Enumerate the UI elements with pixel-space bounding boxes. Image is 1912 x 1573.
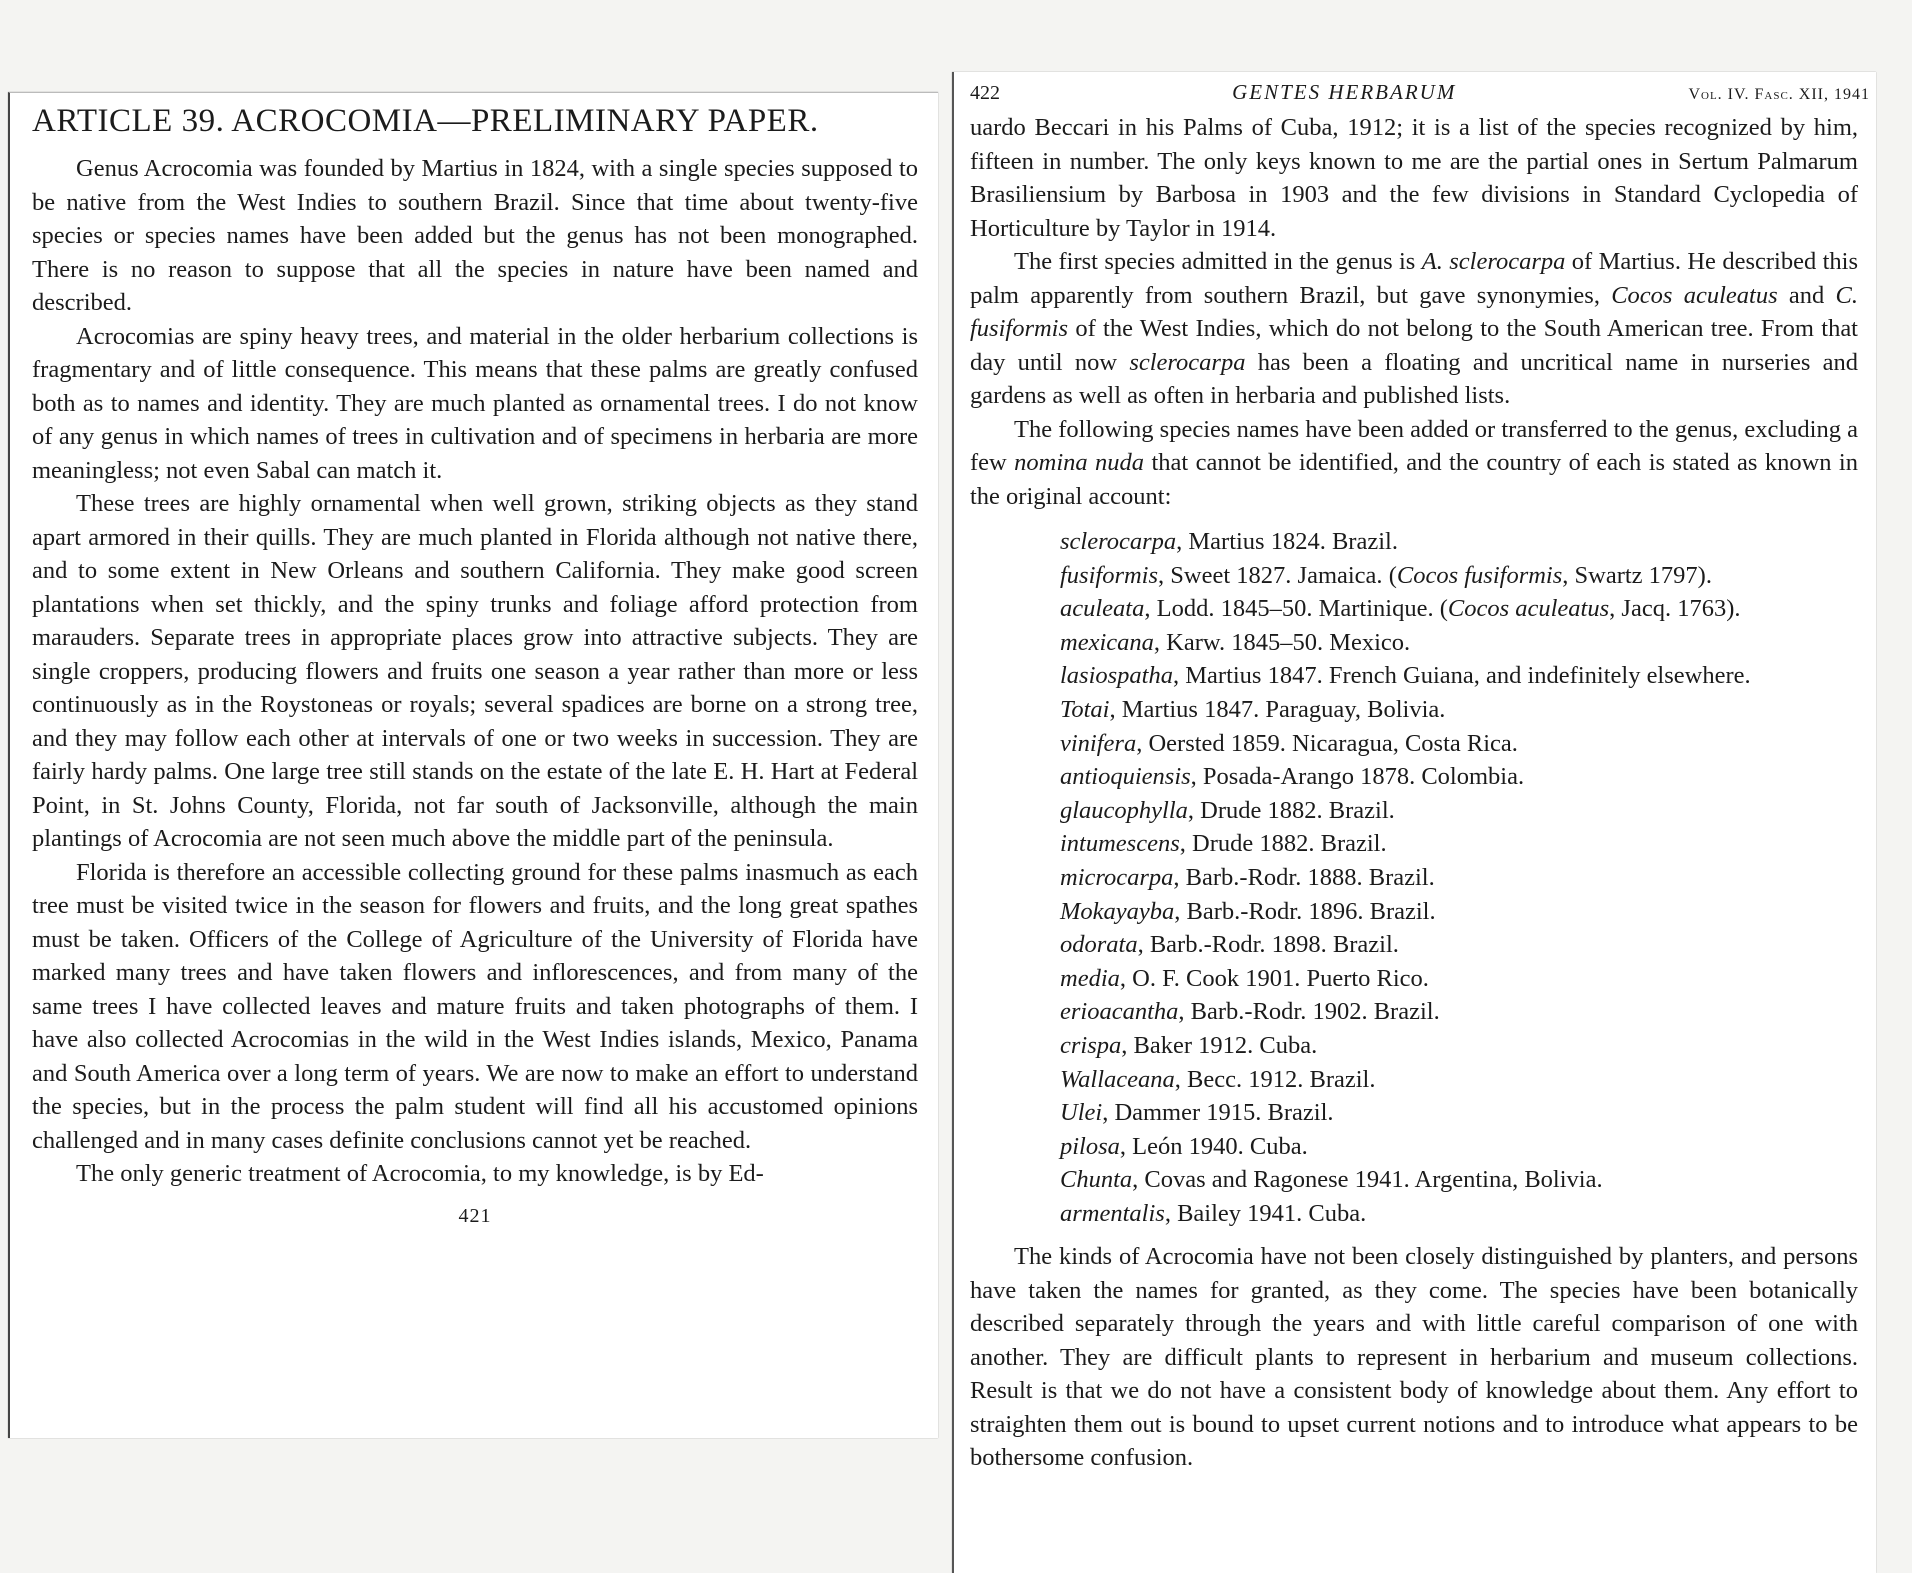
list-item: Totai, Martius 1847. Paraguay, Bolivia. [1060,695,1446,723]
list-item: media, O. F. Cook 1901. Puerto Rico. [1060,964,1429,992]
list-item: aculeata, Lodd. 1845–50. Martinique. (Cocos aculeatus, Jacq. 1763). [1060,595,1741,623]
paragraph: The only generic treatment of Acrocomia, to my knowledge, is by Ed- [76,1160,764,1187]
right-page [952,72,1876,1573]
journal-title: GENTES HERBARUM [1232,80,1457,104]
list-item: armentalis, Bailey 1941. Cuba. [1060,1199,1367,1227]
list-item: Mokayayba, Barb.-Rodr. 1896. Brazil. [1060,897,1436,925]
list-item: crispa, Baker 1912. Cuba. [1060,1031,1318,1059]
list-item: odorata, Barb.-Rodr. 1898. Brazil. [1060,931,1399,959]
paragraph: Acrocomias are spiny heavy trees, and material in the older herbarium collections is fragmentary and of little consequence. This means that these palms are greatly confused both as to names and identity. They are much planted as ornamental trees. I do not know of any genus in which names of trees in cultivation and of specimens in herbaria are more meaningless; not even Sabal can match it. [32,322,918,484]
list-item: sclerocarpa, Martius 1824. Brazil. [1060,528,1398,555]
list-item: antioquiensis, Posada-Arango 1878. Colombia. [1060,763,1525,791]
list-item: Ulei, Dammer 1915. Brazil. [1060,1099,1334,1127]
volume-info: Vol. IV. Fasc. XII, 1941 [1688,86,1870,103]
paragraph: The following species names have been added or transferred to the genus, excluding a few nomina nuda that cannot be identified, and the country of each is stated as known in the original account: [970,415,1858,510]
list-item: fusiformis, Sweet 1827. Jamaica. (Cocos fusiformis, Swartz 1797). [1060,561,1712,589]
paragraph: Genus Acrocomia was founded by Martius in 1824, with a single species supposed to be native from the West Indies to southern Brazil. Since that time about twenty-five species or species names have been added but the genus has not been monographed. There is no reason to suppose that all the species in nature have been named and described. [32,155,918,316]
list-item: glaucophylla, Drude 1882. Brazil. [1060,796,1395,824]
left-page [8,92,938,1438]
list-item: intumescens, Drude 1882. Brazil. [1060,830,1387,858]
running-head [970,80,1870,105]
article-title: ARTICLE 39. ACROCOMIA—PRELIMINARY PAPER. [32,103,819,139]
paragraph: The first species admitted in the genus is A. sclerocarpa of Martius. He described this palm apparently from southern Brazil, but gave synonymies, Cocos aculeatus and C. fusiformis of the West Indies, which do not belong to the South American tree. From that day until now sclerocarpa has been a floating and uncritical name in nurseries and gardens as well as often in herbaria and published lists. [970,248,1859,409]
paragraph: uardo Beccari in his Palms of Cuba, 1912; it is a list of the species recognized by him, fifteen in number. The only keys known to me are the partial ones in Sertum Palmarum Brasiliensium by Barbosa in 1903 and the few divisions in Standard Cyclopedia of Horticulture by Taylor in 1914. [970,114,1858,242]
list-item: lasiospatha, Martius 1847. French Guiana, and indefinitely elsewhere. [1060,662,1751,690]
list-item: Chunta, Covas and Ragonese 1941. Argentina, Bolivia. [1060,1166,1603,1194]
list-item: Wallaceana, Becc. 1912. Brazil. [1060,1065,1376,1093]
paragraph: Florida is therefore an accessible collecting ground for these palms inasmuch as each tree must be visited twice in the season for flowers and fruits, and the long great spathes must be taken. Officers of the College of Agriculture of the University of Florida have marked many trees and have taken flowers and inflorescences, and from many of the same trees I have collected leaves and mature fruits and taken photographs of them. I have also collected Acrocomias in the wild in the West Indies islands, Mexico, Panama and South America over a long term of years. We are now to make an effort to understand the species, but in the process the palm student will find all his accustomed opinions challenged and in many cases definite conclusions cannot yet be reached. [32,858,918,1154]
paragraph: These trees are highly ornamental when well grown, striking objects as they stand apart armored in their quills. They are much planted in Florida although not native there, and to some extent in New Orleans and southern California. They make good screen plantations when set thickly, and the spiny trunks and foliage afford protection from marauders. Separate trees in appropriate places grow into attractive subjects. They are single croppers, producing flowers and fruits one season a year rather than more or less continuously as in the Roystoneas or royals; several spadices are borne on a strong tree, and they may follow each other at intervals of one or two weeks in succession. They are fairly hardy palms. One large tree still stands on the estate of the late E. H. Hart at Federal Point, in St. Johns County, Florida, not far south of Jacksonville, although the main plantings of Acrocomia are not seen much above the middle part of the peninsula. [32,490,918,852]
list-item: microcarpa, Barb.-Rodr. 1888. Brazil. [1060,863,1435,891]
page-number: 421 [458,1204,492,1227]
paragraph: The kinds of Acrocomia have not been closely distinguished by planters, and persons have taken the names for granted, as they come. The species have been botanically described separately through the years and with little careful comparison of one with another. They are difficult plants to represent in herbarium and museum collections. Result is that we do not have a consistent body of knowledge about them. Any effort to straighten them out is bound to upset current notions and to introduce what appears to be bothersome confusion. [970,1243,1858,1472]
list-item: erioacantha, Barb.-Rodr. 1902. Brazil. [1060,998,1440,1026]
list-item: mexicana, Karw. 1845–50. Mexico. [1060,628,1411,656]
list-item: vinifera, Oersted 1859. Nicaragua, Costa Rica. [1060,729,1518,757]
species-list [970,525,1858,1230]
page-number: 422 [970,82,1000,104]
list-item: pilosa, León 1940. Cuba. [1060,1132,1308,1160]
